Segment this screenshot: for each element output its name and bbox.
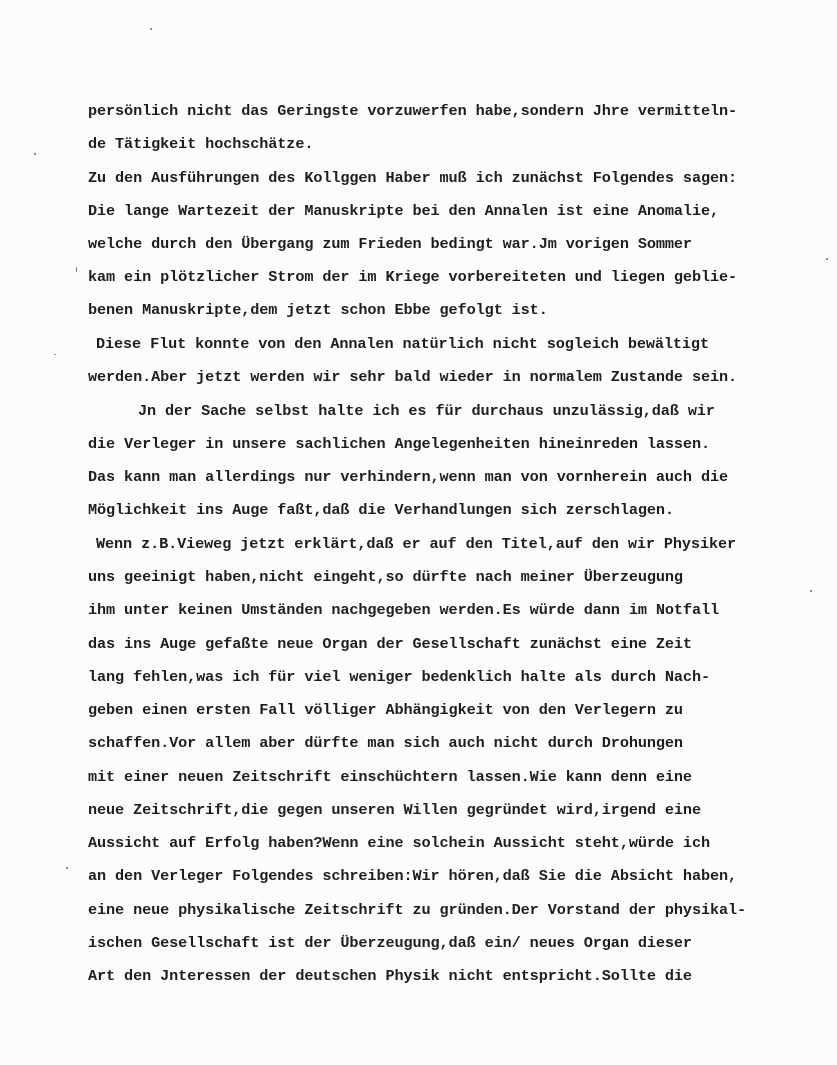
paper-speck xyxy=(76,267,77,272)
paper-speck xyxy=(810,590,812,592)
paper-speck xyxy=(34,153,36,155)
text-line: ihm unter keinen Umständen nachgegeben werden.Es würde dann im Notfall xyxy=(88,601,719,619)
text-line: uns geeinigt haben,nicht eingeht,so dürfte nach meiner Überzeugung xyxy=(88,568,683,586)
text-line: werden.Aber jetzt werden wir sehr bald wieder in normalem Zustande sein. xyxy=(88,368,738,386)
text-line: Diese Flut konnte von den Annalen natürlich nicht sogleich bewältigt xyxy=(96,335,709,353)
text-line: geben einen ersten Fall völliger Abhängigkeit von den Verlegern zu xyxy=(88,701,683,719)
text-line: Die lange Wartezeit der Manuskripte bei den Annalen ist eine Anomalie, xyxy=(88,202,719,220)
text-line: Zu den Ausführungen des Kollggen Haber muß ich zunächst Folgendes sagen: xyxy=(88,169,738,187)
text-line: die Verleger in unsere sachlichen Angelegenheiten hineinreden lassen. xyxy=(88,435,710,453)
text-line: eine neue physikalische Zeitschrift zu gründen.Der Vorstand der physikal- xyxy=(88,901,747,919)
text-line: Wenn z.B.Vieweg jetzt erklärt,daß er auf den Titel,auf den wir Physiker xyxy=(96,535,736,553)
text-line: ischen Gesellschaft ist der Überzeugung,daß ein/ neues Organ dieser xyxy=(88,934,692,952)
text-line: welche durch den Übergang zum Frieden bedingt war.Jm vorigen Sommer xyxy=(88,235,692,253)
text-line: Aussicht auf Erfolg haben?Wenn eine solchein Aussicht steht,würde ich xyxy=(88,834,710,852)
text-line: lang fehlen,was ich für viel weniger bedenklich halte als durch Nach- xyxy=(88,668,710,686)
text-line: schaffen.Vor allem aber dürfte man sich auch nicht durch Drohungen xyxy=(88,734,683,752)
text-line: benen Manuskripte,dem jetzt schon Ebbe gefolgt ist. xyxy=(88,301,548,319)
text-line: neue Zeitschrift,die gegen unseren Willen gegründet wird,irgend eine xyxy=(88,801,701,819)
paper-speck xyxy=(150,28,152,30)
text-line: Möglichkeit ins Auge faßt,daß die Verhandlungen sich zerschlagen. xyxy=(88,501,674,519)
text-line: kam ein plötzlicher Strom der im Kriege vorbereiteten und liegen geblie- xyxy=(88,268,738,286)
text-line: mit einer neuen Zeitschrift einschüchtern lassen.Wie kann denn eine xyxy=(88,768,692,786)
paper-speck xyxy=(54,354,56,355)
paper-speck xyxy=(826,258,828,260)
text-line: an den Verleger Folgendes schreiben:Wir hören,daß Sie die Absicht haben, xyxy=(88,867,738,885)
text-line: Das kann man allerdings nur verhindern,wenn man von vornherein auch die xyxy=(88,468,728,486)
text-line: Jn der Sache selbst halte ich es für durchaus unzulässig,daß wir xyxy=(138,402,715,420)
paper-speck xyxy=(66,867,68,869)
text-line: persönlich nicht das Geringste vorzuwerfen habe,sondern Jhre vermitteln- xyxy=(88,102,738,120)
text-line: de Tätigkeit hochschätze. xyxy=(88,135,314,153)
text-line: das ins Auge gefaßte neue Organ der Gesellschaft zunächst eine Zeit xyxy=(88,635,692,653)
text-line: Art den Jnteressen der deutschen Physik nicht entspricht.Sollte die xyxy=(88,967,692,985)
